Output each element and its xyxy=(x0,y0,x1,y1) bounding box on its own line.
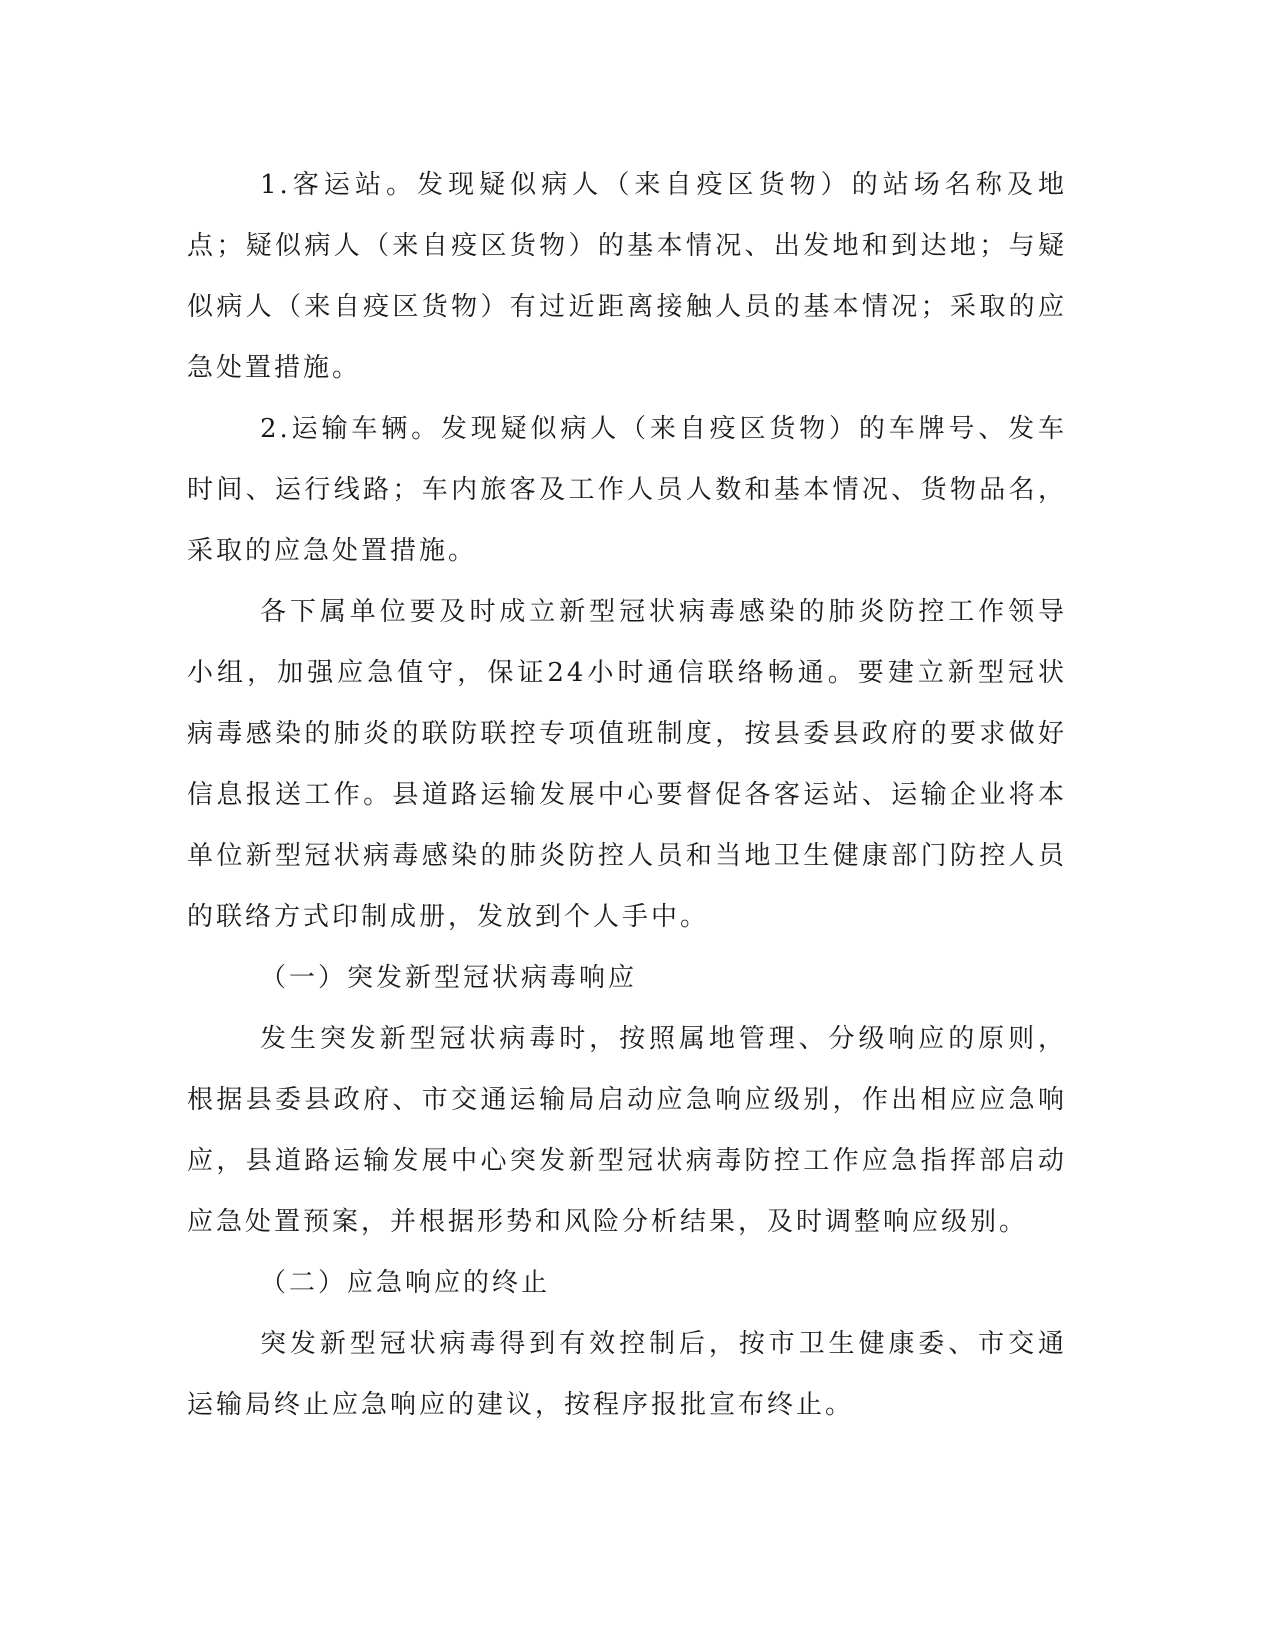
paragraph-leadership-group: 各下属单位要及时成立新型冠状病毒感染的肺炎防控工作领导小组，加强应急值守，保证24小时通信联络畅通。要建立新型冠状病毒感染的肺炎的联防联控专项值班制度，按县委县政府的要求做好信息报送工作。县道路运输发展中心要督促各客运站、运输企业将本单位新型冠状病毒感染的肺炎防控人员和当地卫生健康部门防控人员的联络方式印制成册，发放到个人手中。 xyxy=(187,597,1067,932)
document-body xyxy=(187,155,1067,1436)
section-heading-emergency-response: （一）突发新型冠状病毒响应 xyxy=(260,963,638,993)
paragraph-transport-vehicles: 2.运输车辆。发现疑似病人（来自疫区货物）的车牌号、发车时间、运行线路；车内旅客及工作人员人数和基本情况、货物品名，采取的应急处置措施。 xyxy=(187,414,1067,566)
paragraph-passenger-station: 1.客运站。发现疑似病人（来自疫区货物）的站场名称及地点；疑似病人（来自疫区货物）的基本情况、出发地和到达地；与疑似病人（来自疫区货物）有过近距离接触人员的基本情况；采取的应急处置措施。 xyxy=(187,170,1067,383)
paragraph-response-termination: 突发新型冠状病毒得到有效控制后，按市卫生健康委、市交通运输局终止应急响应的建议，按程序报批宣布终止。 xyxy=(187,1329,1067,1420)
paragraph-emergency-response: 发生突发新型冠状病毒时，按照属地管理、分级响应的原则，根据县委县政府、市交通运输局启动应急响应级别，作出相应应急响应，县道路运输发展中心突发新型冠状病毒防控工作应急指挥部启动应急处置预案，并根据形势和风险分析结果，及时调整响应级别。 xyxy=(187,1024,1067,1237)
section-heading-response-termination: （二）应急响应的终止 xyxy=(260,1268,551,1298)
